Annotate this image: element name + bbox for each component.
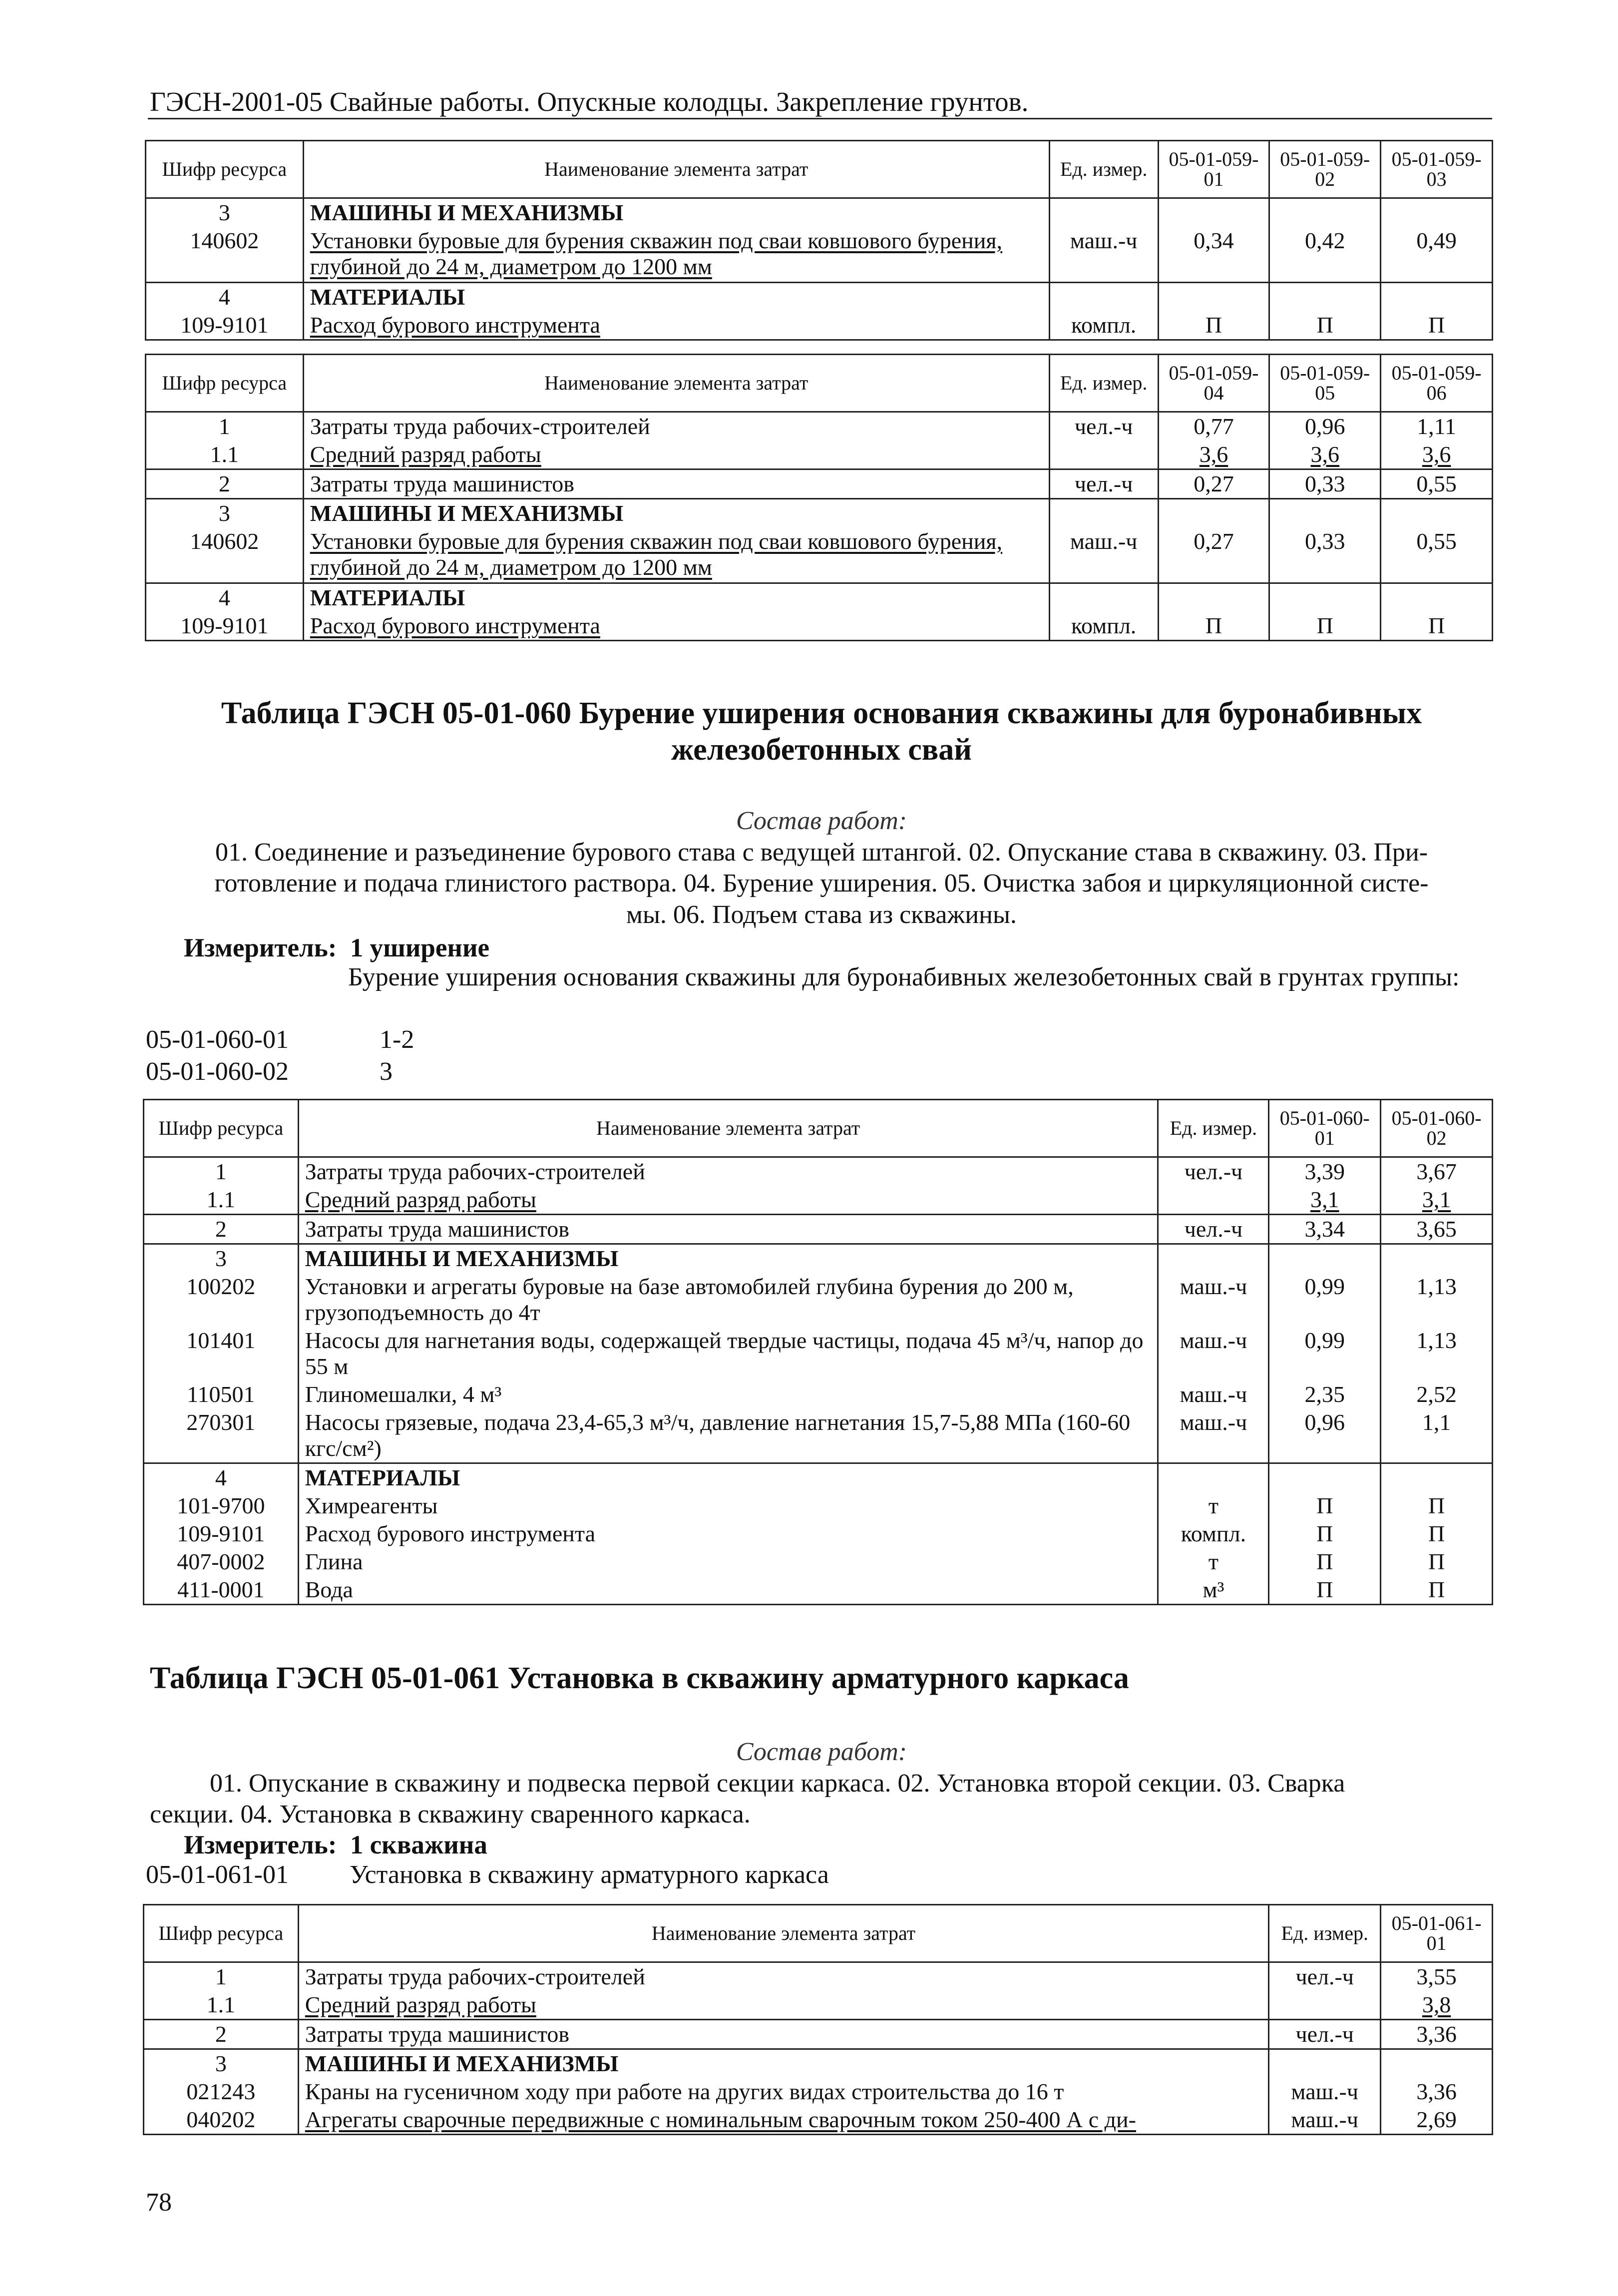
header-code: Шифр ресурса	[144, 1100, 299, 1157]
table-row	[144, 1463, 1493, 1491]
resource-code: 140602	[146, 527, 304, 583]
unit: маш.-ч	[1269, 2106, 1381, 2134]
table-row	[146, 227, 1493, 283]
value-cell: 1,1	[1381, 1408, 1493, 1463]
table-060	[143, 1099, 1493, 1605]
value-cell: П	[1381, 1548, 1493, 1576]
group-heading: МАШИНЫ И МЕХАНИЗМЫ	[298, 1244, 1158, 1272]
value-cell: 0,33	[1269, 469, 1381, 498]
resource-code: 2	[144, 2019, 299, 2049]
header-col: 05-01-059-01	[1158, 141, 1269, 198]
unit: маш.-ч	[1158, 1408, 1269, 1463]
cost-element-name: Агрегаты сварочные передвижные с номинальным сварочным током 250-400 А с ди-	[298, 2106, 1269, 2134]
value-cell: 3,34	[1269, 1214, 1381, 1244]
value-cell: 0,99	[1269, 1327, 1381, 1380]
value-cell: П	[1269, 1492, 1381, 1520]
measure-line: Измеритель: 1 скважина	[184, 1831, 487, 1859]
cost-element-name: Насосы грязевые, подача 23,4-65,3 м³/ч, давление нагнетания 15,7-5,88 МПа (160-60 кгс/см²)	[298, 1408, 1158, 1463]
resource-code: 140602	[146, 227, 304, 283]
unit: маш.-ч	[1049, 227, 1158, 283]
value-cell: П	[1269, 311, 1381, 340]
value-cell: П	[1381, 612, 1493, 640]
cost-element-name: Расход бурового инструмента	[303, 612, 1049, 640]
table-row	[144, 2049, 1493, 2077]
unit: маш.-ч	[1269, 2078, 1381, 2106]
table-row	[144, 1576, 1493, 1604]
running-header: ГЭСН-2001-05 Свайные работы. Опускные колодцы. Закрепление грунтов.	[150, 86, 1029, 117]
works-composition-text: 01. Соединение и разъединение бурового става с ведущей штангой. 02. Опускание става в скважину. 03. При- готовление и подача глинистого раствора. 04. Бурение уширения. 05. Очистка забоя и циркуляционной систе- мы. 06. Подъем става из скважины.	[214, 838, 1429, 929]
resource-code: 100202	[144, 1273, 299, 1327]
cost-element-name: Затраты труда машинистов	[298, 1214, 1158, 1244]
cost-element-name: Вода	[298, 1576, 1158, 1604]
table-row	[146, 583, 1493, 612]
header-col: 05-01-061-01	[1381, 1905, 1493, 1962]
value-cell: П	[1269, 1576, 1381, 1604]
resource-code: 3	[146, 498, 304, 527]
item-group: 3	[380, 1057, 393, 1086]
table-061	[143, 1904, 1493, 2135]
table-row	[144, 1244, 1493, 1272]
table-row	[144, 1991, 1493, 2019]
value-cell: 0,27	[1158, 527, 1269, 583]
table-row	[146, 612, 1493, 640]
header-col: 05-01-059-02	[1269, 141, 1381, 198]
table-row	[144, 2078, 1493, 2106]
value-cell: 2,52	[1381, 1380, 1493, 1408]
value-cell: П	[1381, 1520, 1493, 1548]
header-code: Шифр ресурса	[144, 1905, 299, 1962]
cost-element-name: Затраты труда машинистов	[303, 469, 1049, 498]
table-row	[144, 2106, 1493, 2134]
resource-code: 407-0002	[144, 1548, 299, 1576]
resource-code: 109-9101	[144, 1520, 299, 1548]
cost-element-name: Затраты труда рабочих-строителей	[298, 1157, 1158, 1186]
value-cell: 1,11	[1381, 412, 1493, 441]
item-code: 05-01-061-01	[146, 1860, 289, 1889]
works-composition-label: Состав работ:	[736, 1738, 907, 1766]
table-row	[144, 1327, 1493, 1380]
value-cell: 0,34	[1158, 227, 1269, 283]
item-name: Установка в скважину арматурного каркаса	[350, 1860, 829, 1889]
value-cell: 3,1	[1269, 1186, 1381, 1214]
cost-element-name: Средний разряд работы	[303, 441, 1049, 469]
value-cell: 0,55	[1381, 469, 1493, 498]
cost-element-name: Затраты труда рабочих-строителей	[303, 412, 1049, 441]
table-row	[146, 412, 1493, 441]
group-heading: МАШИНЫ И МЕХАНИЗМЫ	[303, 498, 1049, 527]
value-cell: П	[1381, 1492, 1493, 1520]
table-row	[146, 441, 1493, 469]
table-row	[144, 2019, 1493, 2049]
header-col: 05-01-059-05	[1269, 355, 1381, 412]
unit: компл.	[1049, 311, 1158, 340]
table-row	[146, 527, 1493, 583]
value-cell: 0,55	[1381, 527, 1493, 583]
resource-code: 1.1	[146, 441, 304, 469]
value-cell: 0,99	[1269, 1273, 1381, 1327]
cost-element-name: Средний разряд работы	[298, 1991, 1269, 2019]
resource-code: 101-9700	[144, 1492, 299, 1520]
measure-description: Бурение уширения основания скважины для буронабивных железобетонных свай в грунтах группы:	[348, 963, 1460, 991]
unit: чел.-ч	[1049, 469, 1158, 498]
item-code: 05-01-060-02	[146, 1057, 289, 1086]
table-row	[144, 1214, 1493, 1244]
resource-code: 109-9101	[146, 311, 304, 340]
value-cell: 0,96	[1269, 412, 1381, 441]
value-cell: П	[1269, 1548, 1381, 1576]
value-cell: П	[1381, 1576, 1493, 1604]
resource-code: 110501	[144, 1380, 299, 1408]
table-059-04-06	[145, 354, 1493, 641]
header-name: Наименование элемента затрат	[298, 1100, 1158, 1157]
unit: т	[1158, 1548, 1269, 1576]
resource-code: 1	[146, 412, 304, 441]
value-cell: П	[1269, 1520, 1381, 1548]
group-heading: МАТЕРИАЛЫ	[303, 283, 1049, 311]
cost-element-name: Глина	[298, 1548, 1158, 1576]
table-row	[146, 311, 1493, 340]
value-cell: 0,96	[1269, 1408, 1381, 1463]
value-cell: 3,65	[1381, 1214, 1493, 1244]
value-cell: 3,8	[1381, 1991, 1493, 2019]
unit: чел.-ч	[1269, 1962, 1381, 1991]
header-code: Шифр ресурса	[146, 355, 304, 412]
cost-element-name: Затраты труда рабочих-строителей	[298, 1962, 1269, 1991]
cost-element-name: Затраты труда машинистов	[298, 2019, 1269, 2049]
table-row	[144, 1186, 1493, 1214]
unit: чел.-ч	[1049, 412, 1158, 441]
unit: м³	[1158, 1576, 1269, 1604]
table-row	[146, 283, 1493, 311]
unit: чел.-ч	[1269, 2019, 1381, 2049]
unit: компл.	[1049, 612, 1158, 640]
value-cell: 3,36	[1381, 2019, 1493, 2049]
group-heading: МАШИНЫ И МЕХАНИЗМЫ	[303, 198, 1049, 227]
unit: компл.	[1158, 1520, 1269, 1548]
value-cell: 2,35	[1269, 1380, 1381, 1408]
value-cell: 3,55	[1381, 1962, 1493, 1991]
cost-element-name: Установки буровые для бурения скважин под сваи ковшового бурения, глубиной до 24 м, диаметром до 1200 мм	[303, 527, 1049, 583]
resource-code: 270301	[144, 1408, 299, 1463]
header-col: 05-01-059-03	[1381, 141, 1493, 198]
unit: т	[1158, 1492, 1269, 1520]
cost-element-name: Расход бурового инструмента	[298, 1520, 1158, 1548]
value-cell: П	[1269, 612, 1381, 640]
value-cell: 3,36	[1381, 2078, 1493, 2106]
value-cell: 1,13	[1381, 1327, 1493, 1380]
resource-code: 2	[146, 469, 304, 498]
value-cell: 3,67	[1381, 1157, 1493, 1186]
header-name: Наименование элемента затрат	[303, 355, 1049, 412]
unit: маш.-ч	[1158, 1380, 1269, 1408]
value-cell: П	[1158, 311, 1269, 340]
resource-code: 4	[146, 583, 304, 612]
value-cell: 0,42	[1269, 227, 1381, 283]
table-row	[144, 1520, 1493, 1548]
table-row	[144, 1548, 1493, 1576]
resource-code: 3	[146, 198, 304, 227]
table-row	[146, 469, 1493, 498]
cost-element-name: Насосы для нагнетания воды, содержащей твердые частицы, подача 45 м³/ч, напор до 55 м	[298, 1327, 1158, 1380]
resource-code: 1	[144, 1962, 299, 1991]
table-row	[146, 498, 1493, 527]
resource-code: 021243	[144, 2078, 299, 2106]
resource-code: 1.1	[144, 1186, 299, 1214]
group-heading: МАТЕРИАЛЫ	[298, 1463, 1158, 1491]
value-cell: 3,6	[1158, 441, 1269, 469]
measure-line: Измеритель: 1 уширение	[184, 933, 490, 962]
resource-code: 4	[144, 1463, 299, 1491]
header-col: 05-01-059-04	[1158, 355, 1269, 412]
cost-element-name: Расход бурового инструмента	[303, 311, 1049, 340]
resource-code: 101401	[144, 1327, 299, 1380]
value-cell: 0,27	[1158, 469, 1269, 498]
value-cell: 0,77	[1158, 412, 1269, 441]
item-code: 05-01-060-01	[146, 1025, 289, 1054]
resource-code: 3	[144, 1244, 299, 1272]
resource-code: 2	[144, 1214, 299, 1244]
table-row	[144, 1962, 1493, 1991]
header-code: Шифр ресурса	[146, 141, 304, 198]
unit: маш.-ч	[1158, 1327, 1269, 1380]
header-unit: Ед. измер.	[1158, 1100, 1269, 1157]
header-name: Наименование элемента затрат	[298, 1905, 1269, 1962]
value-cell: 0,49	[1381, 227, 1493, 283]
value-cell: 2,69	[1381, 2106, 1493, 2134]
value-cell: 3,39	[1269, 1157, 1381, 1186]
cost-element-name: Глиномешалки, 4 м³	[298, 1380, 1158, 1408]
value-cell: П	[1158, 612, 1269, 640]
value-cell: 3,1	[1381, 1186, 1493, 1214]
group-heading: МАТЕРИАЛЫ	[303, 583, 1049, 612]
value-cell: П	[1381, 311, 1493, 340]
unit: маш.-ч	[1049, 527, 1158, 583]
cost-element-name: Краны на гусеничном ходу при работе на других видах строительства до 16 т	[298, 2078, 1269, 2106]
works-composition-text: 01. Опускание в скважину и подвеска первой секции каркаса. 02. Установка второй секции. 03. Сварка секции. 04. Установка в скважину сваренного каркаса.	[150, 1769, 1345, 1829]
resource-code: 1	[144, 1157, 299, 1186]
group-heading: МАШИНЫ И МЕХАНИЗМЫ	[298, 2049, 1269, 2077]
unit: чел.-ч	[1158, 1157, 1269, 1186]
cost-element-name: Установки и агрегаты буровые на базе автомобилей глубина бурения до 200 м, грузоподъемность до 4т	[298, 1273, 1158, 1327]
resource-code: 040202	[144, 2106, 299, 2134]
resource-code: 3	[144, 2049, 299, 2077]
cost-element-name: Средний разряд работы	[298, 1186, 1158, 1214]
header-col: 05-01-060-01	[1269, 1100, 1381, 1157]
unit: чел.-ч	[1158, 1214, 1269, 1244]
unit: маш.-ч	[1158, 1273, 1269, 1327]
table-row	[144, 1492, 1493, 1520]
header-unit: Ед. измер.	[1049, 141, 1158, 198]
resource-code: 1.1	[144, 1991, 299, 2019]
value-cell: 3,6	[1269, 441, 1381, 469]
table-059-01-03	[145, 140, 1493, 341]
table-row	[144, 1273, 1493, 1327]
value-cell: 1,13	[1381, 1273, 1493, 1327]
cost-element-name: Установки буровые для бурения скважин под сваи ковшового бурения, глубиной до 24 м, диаметром до 1200 мм	[303, 227, 1049, 283]
resource-code: 4	[146, 283, 304, 311]
header-unit: Ед. измер.	[1269, 1905, 1381, 1962]
resource-code: 411-0001	[144, 1576, 299, 1604]
section-title-060: Таблица ГЭСН 05-01-060 Бурение уширения основания скважины для буронабивных железобетонных свай	[221, 696, 1422, 767]
table-row	[144, 1380, 1493, 1408]
section-title-061: Таблица ГЭСН 05-01-061 Установка в скважину арматурного каркаса	[150, 1661, 1129, 1695]
value-cell: 0,33	[1269, 527, 1381, 583]
value-cell: 3,6	[1381, 441, 1493, 469]
table-row	[144, 1157, 1493, 1186]
header-unit: Ед. измер.	[1049, 355, 1158, 412]
header-rule	[148, 118, 1492, 119]
item-group: 1-2	[380, 1025, 414, 1054]
header-col: 05-01-060-02	[1381, 1100, 1493, 1157]
cost-element-name: Химреагенты	[298, 1492, 1158, 1520]
page-number: 78	[146, 2188, 172, 2217]
works-composition-label: Состав работ:	[736, 807, 907, 835]
header-name: Наименование элемента затрат	[303, 141, 1049, 198]
table-row	[146, 198, 1493, 227]
table-row	[144, 1408, 1493, 1463]
resource-code: 109-9101	[146, 612, 304, 640]
header-col: 05-01-059-06	[1381, 355, 1493, 412]
